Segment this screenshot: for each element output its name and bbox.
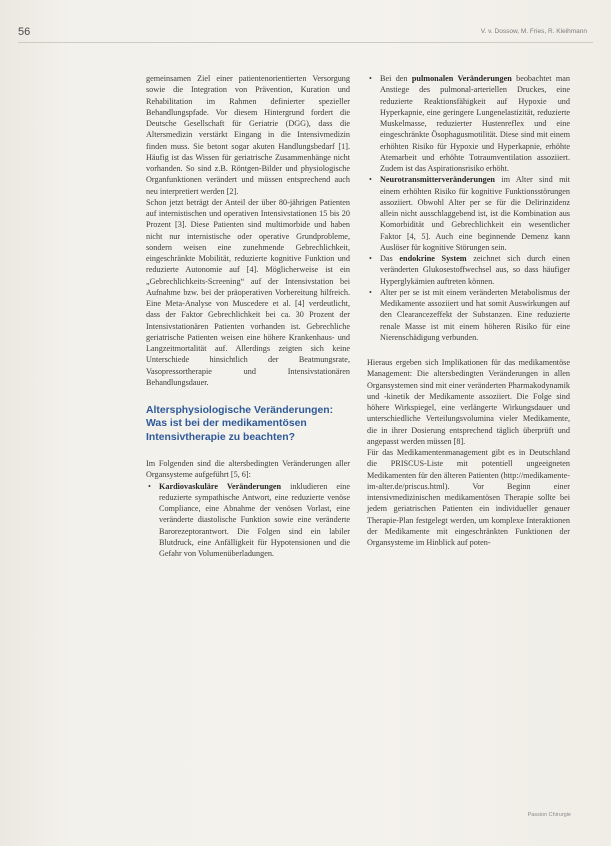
- list-item: [146, 481, 350, 560]
- paragraph: Hieraus ergeben sich Implikationen für das medikamentöse Management: Die altersbedingten Veränderungen in allen Organsystemen sind mit einer veränderten Pharmakodynamik und -kinetik der Medikamente assoziiert. Die Folge sind höhere Wirkspiegel, eine verlängerte Wirkungsdauer und unterschiedliche Verteilungsvolumina vieler Medikamente, die in ihrer Dosierung entsprechend täglich überprüft und angepasst werden müssen [8].: [367, 358, 570, 446]
- bullet-text: zeichnet sich durch einen veränderten Glukosestoffwechsel aus, so dass häufiger Hyperglykämien auftreten können.: [380, 254, 570, 286]
- bullet-icon: •: [369, 74, 372, 83]
- bullet-heading: endokrine System: [399, 254, 467, 263]
- bullet-list: [146, 481, 350, 560]
- spacer: [146, 444, 350, 458]
- list-item: [367, 253, 570, 287]
- section-heading: Altersphysiologische Veränderungen: Was ist bei der medikamentösen Intensivtherapie zu beachten?: [146, 405, 334, 443]
- paragraph: gemeinsamen Ziel einer patientenorientierten Versorgung sowie die Integration von Prävention, Kuration und Rehabilitation im Rahmen definierter spezieller Behandlungspfade. Vor diesem Hintergrund fordert die Deutsche Gesellschaft für Geriatrie (DGG), dass die Altersmedizin verstärkt Eingang in die Intensivmedizin finden muss. Sie betont sogar akuten Handlungsbedarf [1]. Häufig ist das Wissen für geriatrische Zusammenhänge nicht vorhanden. So sind z.B. Röntgen-Bilder und physiologische Organfunktionen verändert und müssen entsprechend auch neu interpretiert werden [2].: [146, 74, 350, 196]
- page-number: 56: [18, 26, 31, 38]
- right-column: [367, 73, 570, 548]
- bullet-icon: •: [369, 254, 372, 263]
- bullet-prefix: Bei den: [380, 74, 412, 83]
- list-item: [367, 73, 570, 174]
- bullet-text: im Alter sind mit einem erhöhten Risiko für kognitive Funktionsstörungen assoziiert. Obwohl Alter per se für die Delirinzidenz allein nicht ausschlaggebend ist, ist die Kombination aus Komorbidität und Gebrechlichkeit ein wesentlicher Faktor [4, 5]. Auch eine beginnende Demenz kann Auslöser für kognitive Störungen sein.: [380, 175, 570, 252]
- left-column: [146, 73, 350, 559]
- bullet-text: beobachtet man Anstiege des pulmonal-arteriellen Druckes, eine reduzierte Reaktionsfähigkeit auf Hypoxie und Hyperkapnie, eine geringere Lungenelastizität, reduzierte Muskelmasse, reduzierter Hustenreflex und eine eingeschränkte Ösophagusmotilität. Diese sind mit einem erhöhten Risiko für Hypoxie und Hyperkapnie, erhöhte Atemarbeit und erhöhte Totraumventilation assoziiert. Zudem ist das Aspirationsrisiko erhöht.: [380, 74, 570, 173]
- bullet-prefix: Das: [380, 254, 400, 263]
- bullet-text: Alter per se ist mit einem veränderten Metabolismus der Medikamente assoziiert und hat somit Auswirkungen auf den Clearancezeffekt der Substanzen. Eine reduzierte renale Masse ist mit einem höheren Risiko für eine Nierenschädigung verbunden.: [380, 287, 570, 342]
- paragraph: Für das Medikamentenmanagement gibt es in Deutschland die PRISCUS-Liste mit potentiell ungeeigneten Medikamenten für den älteren Patienten (http://medikamente-im-alter.de/priscus.html). Vor Beginn einer intensivmedizinischen medikamentösen Therapie sollte bei jedem geriatrischen Patienten ein individueller genauer Therapie-Plan festgelegt werden, um komplexe Interaktionen der Medikamente mit eingeschränkten Funktionen der Organsysteme im Hinblick auf poten-: [367, 448, 570, 547]
- paragraph: Im Folgenden sind die altersbedingten Veränderungen aller Organsysteme aufgeführt [5, 6]:: [146, 459, 350, 480]
- bullet-icon: •: [148, 481, 151, 491]
- page-header: [18, 26, 593, 43]
- list-item: [367, 174, 570, 253]
- spacer: [367, 343, 570, 357]
- bullet-icon: •: [369, 175, 372, 185]
- bullet-heading: Kardiovaskuläre Veränderungen: [159, 481, 282, 491]
- bullet-icon: •: [369, 287, 372, 297]
- list-item: [367, 287, 570, 343]
- bullet-heading: pulmonalen Veränderungen: [411, 74, 512, 83]
- running-head-authors: V. v. Dossow, M. Fries, R. Kleihmann: [480, 28, 587, 35]
- page-footer: Passion Chirurgie: [527, 812, 571, 818]
- bullet-text: inkludieren eine reduzierte sympathische Antwort, eine reduzierte venöse Compliance, eine Abnahme der venösen Vorlast, eine veränderte diastolische Funktion sowie eine veränderte Barorezeptorantwort. Die Folgen sind ein labiler Blutdruck, eine Anfälligkeit für Hypotensionen und die Gefahr von Volumenüberladungen.: [159, 481, 350, 559]
- bullet-list: [367, 73, 570, 343]
- paragraph: Schon jetzt beträgt der Anteil der über 80-jährigen Patienten auf internistischen und operativen Intensivstationen 15 bis 20 Prozent [3]. Diese Patienten sind multimorbide und haben nicht nur internistische oder operative Grundprobleme, sondern weisen eine zunehmende Gebrechlichkeit, eingeschränkte Mobilität, reduzierte kognitive Funktion und reduzierte Autonomie auf [4]. Möglicherweise ist ein „Gebrechlichkeits-Screening“ auf der Intensivstation bei Aufnahme bzw. bei der präoperativen Vorbereitung hilfreich. Eine Meta-Analyse von Muscedere et al. [4] verdeutlicht, dass der Faktor Gebrechlichkeit bei ca. 30 Prozent der Intensivstationären Patienten vorhanden ist. Gebrechliche geriatrische Patienten weisen eine höhere Krankenhaus- und Langzeitmortalität auf. Allerdings zeigten sich keine Unterschiede hinsichtlich der Beatmungsrate, Vasopressortherapie und Intensivstationären Behandlungsdauer.: [146, 197, 350, 387]
- bullet-heading: Neurotransmitterveränderungen: [380, 175, 495, 185]
